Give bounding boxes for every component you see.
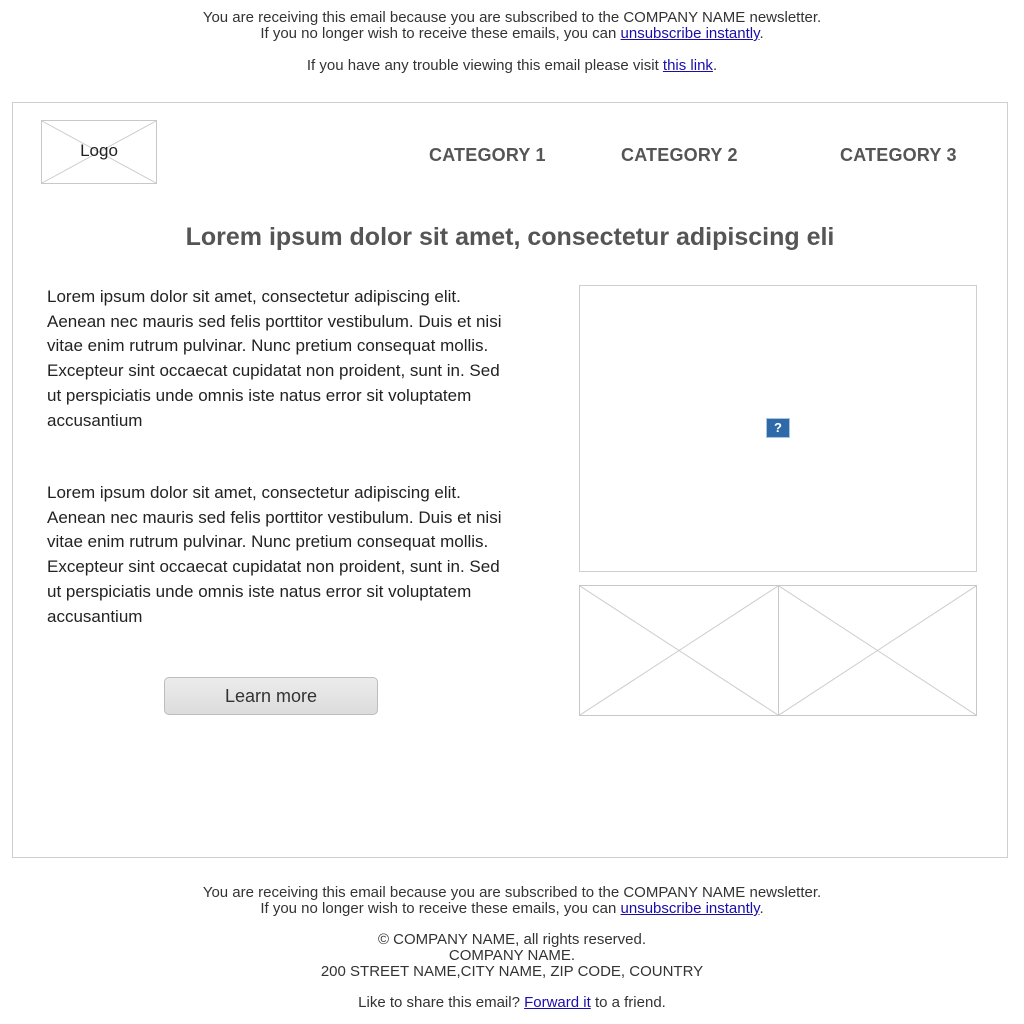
copyright-text: © COMPANY NAME, all rights reserved. (377, 931, 647, 948)
email-body (12, 102, 1008, 858)
preheader-unsubscribe-prefix: If you no longer wish to receive these emails, you can (260, 25, 621, 42)
footer-unsubscribe-prefix: If you no longer wish to receive these emails, you can (260, 900, 621, 917)
share-prefix: Like to share this email? (358, 994, 525, 1011)
view-online-link[interactable]: this link (662, 57, 713, 74)
forward-link[interactable]: Forward it (524, 994, 591, 1011)
body-paragraph-2: Lorem ipsum dolor sit amet, consectetur adipiscing elit. Aenean nec mauris sed felis porttitor vestibulum. Duis et nisi vitae enim rutrum pulvinar. Nunc pretium consequat mollis. Excepteur sint occaecat cupidatat non proident, sunt in. Sed ut perspiciatis unde omnis iste natus error sit voluptatem accusantium (47, 483, 502, 626)
preheader-trouble-suffix: . (712, 57, 718, 74)
footer (0, 885, 1024, 1011)
nav-category-3[interactable]: CATEGORY 3 (840, 145, 957, 165)
company-name-text: COMPANY NAME. (448, 947, 576, 964)
footer-unsubscribe-suffix: . (759, 900, 764, 917)
thumbnail-1-placeholder-cross (580, 586, 778, 715)
preheader-unsubscribe-suffix: . (759, 25, 764, 42)
thumbnail-image-1 (579, 585, 779, 716)
preheader-spacer (0, 42, 1024, 58)
footer-spacer-2 (0, 980, 1024, 995)
preheader-unsubscribe-line (0, 26, 1024, 42)
preheader-trouble-line (0, 58, 1024, 74)
logo-label: Logo (80, 141, 118, 160)
nav-category-2[interactable]: CATEGORY 2 (621, 145, 738, 165)
logo[interactable] (41, 120, 157, 184)
address-text: 200 STREET NAME,CITY NAME, ZIP CODE, COUNTRY (320, 963, 704, 980)
footer-unsubscribe-line (0, 901, 1024, 917)
footer-unsubscribe-link[interactable]: unsubscribe instantly (620, 900, 760, 917)
learn-more-button[interactable]: Learn more (164, 677, 378, 715)
preheader-trouble-prefix: If you have any trouble viewing this email please visit (306, 57, 663, 74)
footer-subscribed-text: You are receiving this email because you are subscribed to the COMPANY NAME newsletter. (202, 884, 822, 901)
headline: Lorem ipsum dolor sit amet, consectetur adipiscing eli (185, 223, 835, 251)
body-paragraph-1: Lorem ipsum dolor sit amet, consectetur adipiscing elit. Aenean nec mauris sed felis porttitor vestibulum. Duis et nisi vitae enim rutrum pulvinar. Nunc pretium consequat mollis. Excepteur sint occaecat cupidatat non proident, sunt in. Sed ut perspiciatis unde omnis iste natus error sit voluptatem accusantium (47, 287, 502, 430)
preheader (0, 10, 1024, 74)
preheader-unsubscribe-link[interactable]: unsubscribe instantly (620, 25, 760, 42)
share-suffix: to a friend. (590, 994, 666, 1011)
share-line (0, 995, 1024, 1011)
broken-image-icon: ? (766, 418, 790, 438)
thumbnail-image-2 (778, 585, 977, 716)
main-image (579, 285, 977, 572)
thumbnail-2-placeholder-cross (779, 586, 976, 715)
nav-category-1[interactable]: CATEGORY 1 (429, 145, 546, 165)
footer-spacer-1 (0, 917, 1024, 932)
preheader-subscribed-text: You are receiving this email because you are subscribed to the COMPANY NAME newsletter. (202, 9, 822, 26)
